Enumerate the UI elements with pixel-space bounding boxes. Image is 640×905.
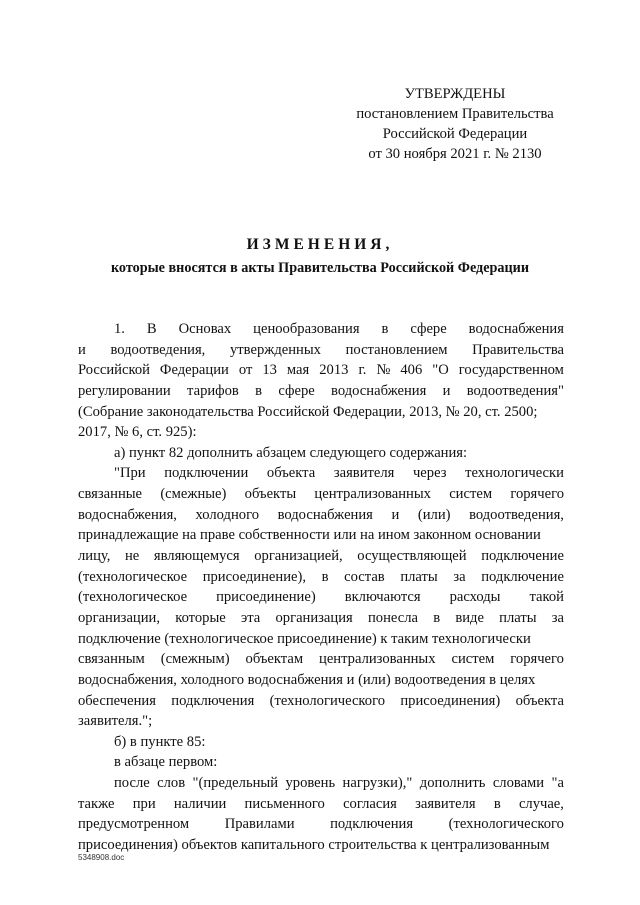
word: через (412, 465, 447, 482)
word: Основах (178, 321, 232, 337)
text-line (78, 649, 564, 670)
text-line (78, 340, 564, 361)
word: 1. (114, 321, 125, 337)
word: организация (275, 609, 353, 626)
text-line (78, 567, 564, 588)
text-line (78, 814, 564, 835)
word: случае, (518, 795, 564, 812)
word: связанным (78, 651, 145, 668)
word: в (321, 568, 329, 585)
word: водоснабжения (468, 321, 564, 337)
word: в (381, 321, 389, 337)
word: холодного (195, 506, 259, 523)
word: горячего (510, 651, 564, 668)
word: присоединения) (400, 692, 501, 709)
word: словами (492, 775, 545, 792)
word: объектам (245, 651, 304, 668)
text-line (78, 484, 564, 505)
text-line (78, 587, 564, 608)
word: платы (400, 568, 438, 585)
word: письменного (244, 795, 325, 812)
word: после (114, 775, 150, 792)
word: также (78, 795, 115, 812)
word: 406 (400, 362, 423, 379)
word: водоотведения" (466, 382, 564, 399)
word: такой (529, 589, 564, 606)
word: (смежным) (160, 651, 230, 668)
word: подключение (481, 548, 564, 565)
word: при (132, 795, 156, 812)
word: Правилами (224, 816, 295, 833)
word: "а (551, 775, 564, 792)
text-line (78, 463, 564, 484)
text-line: заявителя."; (78, 713, 153, 730)
word: являющемуся (153, 548, 240, 565)
word: и (391, 506, 400, 523)
word: не (124, 548, 140, 565)
footer-filename: 5348908.doc (78, 853, 125, 862)
word: В (146, 321, 157, 337)
word: регулировании (78, 382, 171, 399)
approval-heading: УТВЕРЖДЕНЫ (404, 86, 506, 102)
word: лицу, (78, 548, 111, 565)
word: слов (157, 775, 186, 792)
word: которые (175, 609, 226, 626)
word: расходы (449, 589, 501, 606)
word: организацией, (254, 548, 343, 565)
text-line (78, 608, 564, 629)
text-line: водоснабжения, холодного водоснабжения и (или) водоотведения в целях (78, 671, 536, 688)
word: Российской (78, 362, 150, 379)
word: тарифов (187, 382, 239, 399)
word: г. (358, 362, 367, 379)
word: понесла (367, 609, 418, 626)
word: обеспечения (78, 692, 156, 709)
word: нагрузки)," (342, 775, 413, 792)
word: Правительства (472, 341, 564, 358)
word: утвержденных (229, 341, 321, 358)
word: включаются (344, 589, 421, 606)
word: в (433, 609, 441, 626)
text-line: (Собрание законодательства Российской Федерации, 2013, № 20, ст. 2500; (78, 403, 538, 420)
text-line: в абзаце первом: (114, 754, 218, 771)
text-line: подключение (технологическое присоединение) к таким технологически (78, 630, 531, 647)
word: от (238, 362, 253, 379)
word: систем (451, 651, 495, 668)
word: систем (449, 486, 493, 503)
text-line (78, 794, 564, 815)
approval-date-number: от 30 ноября 2021 г. № 2130 (368, 146, 542, 162)
word: за (551, 609, 564, 626)
word: объекта (515, 692, 564, 709)
text-line: присоединения) объектов капитального строительства к централизованным (78, 837, 550, 854)
document-body (78, 319, 564, 856)
document-title: ИЗМЕНЕНИЯ, (246, 236, 394, 253)
word: 2013 (319, 362, 349, 379)
word: организации, (78, 609, 160, 626)
word: подключения (171, 692, 255, 709)
word: подключении (164, 465, 249, 482)
word: ценообразования (253, 321, 360, 337)
word: Федерации (159, 362, 229, 379)
text-line: принадлежащие на праве собственности или на ином законном основании (78, 527, 541, 544)
word: и (442, 382, 451, 399)
word: согласия (343, 795, 397, 812)
word: (технологическое (78, 589, 188, 606)
word: подключения (330, 816, 414, 833)
word: "(предельный (192, 775, 279, 792)
word: (технологического (269, 692, 385, 709)
word: в (255, 382, 263, 399)
text-line: 2017, № 6, ст. 925): (78, 424, 197, 441)
word: 13 (262, 362, 277, 379)
text-line (78, 505, 564, 526)
word: заявителя (415, 795, 476, 812)
text-line: а) пункт 82 дополнить абзацем следующего содержания: (114, 444, 468, 461)
word: присоединение) (216, 589, 316, 606)
word: государственном (458, 362, 564, 379)
word: водоснабжения (331, 382, 427, 399)
word: № (376, 362, 391, 379)
word: за (453, 568, 466, 585)
word: (или) (417, 506, 451, 523)
word: водоснабжения (277, 506, 373, 523)
word: горячего (510, 486, 564, 503)
word: технологически (465, 465, 564, 482)
word: виде (455, 609, 484, 626)
text-line (78, 381, 564, 402)
text-line (78, 360, 564, 381)
text-line: б) в пункте 85: (114, 733, 206, 750)
text-line (78, 691, 564, 712)
word: осуществляющей (357, 548, 467, 565)
approval-stamp-block (330, 84, 580, 164)
word: сфере (410, 321, 447, 337)
word: подключение (481, 568, 564, 585)
word: сфере (278, 382, 315, 399)
word: платы (499, 609, 537, 626)
word: (технологического (448, 816, 564, 833)
word: эта (240, 609, 261, 626)
word: дополнить (419, 775, 486, 792)
word: в (493, 795, 501, 812)
document-subtitle: которые вносятся в акты Правительства Российской Федерации (110, 260, 530, 276)
word: (смежные) (160, 486, 227, 503)
word: водоснабжения, (78, 506, 177, 523)
word: состав (344, 568, 385, 585)
word: "О (432, 362, 449, 379)
word: заявителя (333, 465, 395, 482)
word: водоотведения, (469, 506, 564, 523)
word: наличии (173, 795, 227, 812)
word: объекты (244, 486, 297, 503)
word: водоотведения, (110, 341, 206, 358)
word: централизованных (319, 651, 436, 668)
word: предусмотренном (78, 816, 190, 833)
word: "При (114, 465, 146, 482)
text-line (78, 546, 564, 567)
approval-line: Российской Федерации (382, 126, 528, 142)
word: и (78, 341, 86, 358)
word: присоединение), (202, 568, 306, 585)
word: постановлением (345, 341, 448, 358)
word: уровень (285, 775, 336, 792)
text-line (78, 773, 564, 794)
word: мая (286, 362, 310, 379)
text-line (78, 319, 564, 340)
word: связанные (78, 486, 143, 503)
word: централизованных (314, 486, 431, 503)
approval-line: постановлением Правительства (356, 106, 554, 122)
word: (технологическое (78, 568, 188, 585)
word: объекта (266, 465, 316, 482)
